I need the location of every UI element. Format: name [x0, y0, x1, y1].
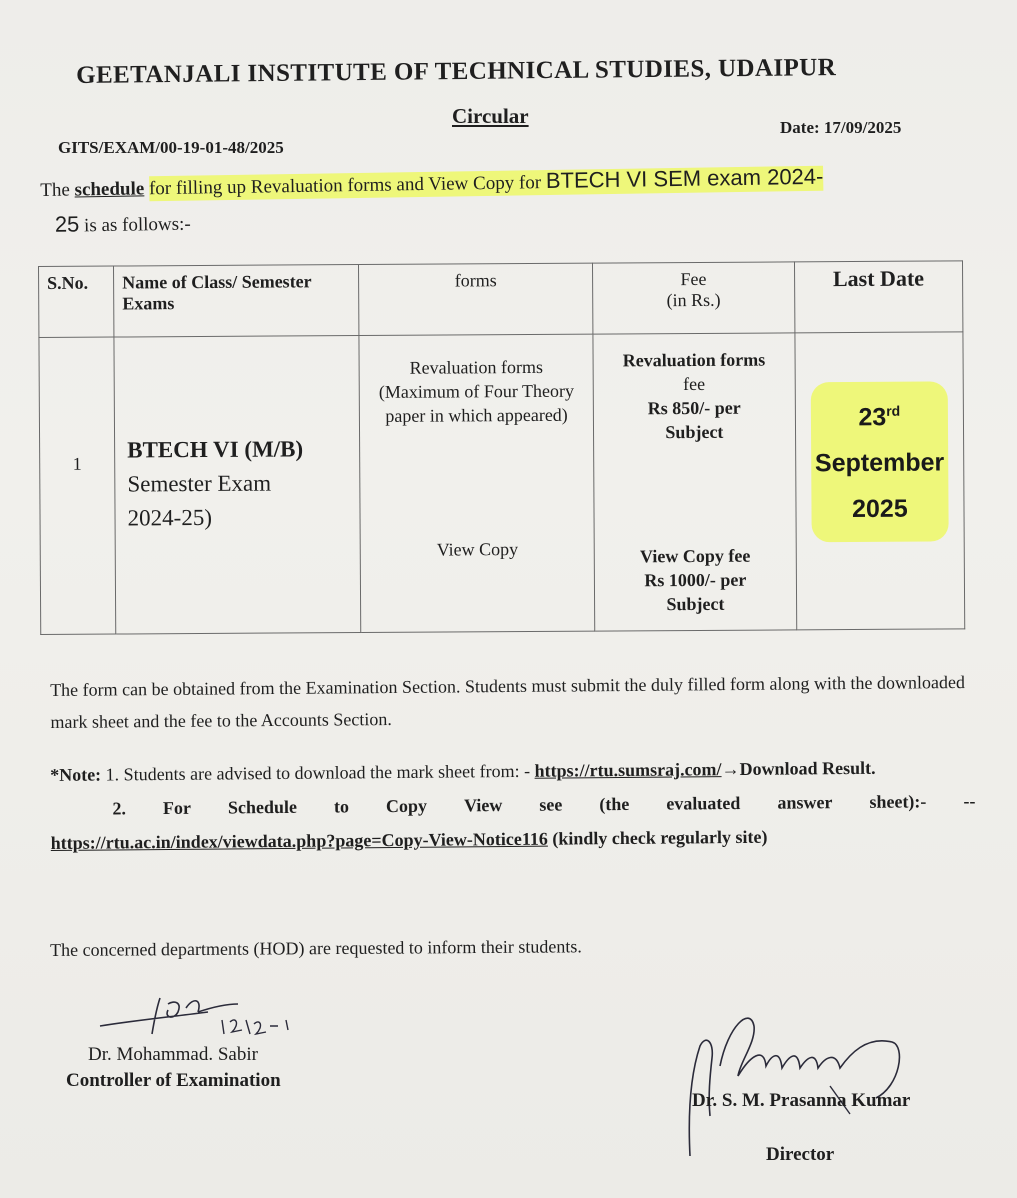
cell-sno: 1 — [39, 337, 116, 634]
last-date-day — [815, 387, 945, 440]
note2-word: For — [162, 797, 192, 819]
note2-word: Schedule — [227, 796, 298, 818]
inform-statement: The concerned departments (HOD) are requested to inform their students. — [50, 936, 582, 960]
fee-gap — [598, 443, 791, 544]
note2-word: evaluated — [666, 792, 741, 814]
note1-after: →Download Result. — [721, 757, 876, 780]
fee2-line2: Rs 1000/- per — [644, 569, 747, 591]
fee2-line1: View Copy fee — [639, 545, 751, 567]
note2-word: to — [333, 796, 350, 817]
cell-class-name — [114, 336, 361, 634]
intro-statement — [40, 160, 824, 244]
last-day-number: 23 — [858, 403, 887, 432]
instructions-paragraph: The form can be obtained from the Examination Section. Students must submit the duly filled form along with the downloaded mark sheet and the fee to the Accounts Section. — [50, 672, 966, 732]
note1-text: 1. Students are advised to download the mark sheet from: - — [105, 760, 531, 785]
table-row — [39, 332, 965, 635]
note2-word: -- — [963, 790, 976, 812]
intro-schedule-word: schedule — [74, 178, 145, 201]
table-header-row — [39, 261, 963, 338]
note2-word: sheet):- — [869, 791, 927, 812]
coe-name: Dr. Mohammad. Sabir — [88, 1044, 258, 1065]
last-date-month: September — [814, 448, 945, 478]
intro-year: 25 — [54, 211, 80, 237]
note2-word: answer — [777, 792, 833, 813]
last-day-suffix: rd — [886, 402, 901, 419]
header-fee-line2: (in Rs.) — [666, 289, 721, 311]
fee1-line1: Revaluation forms — [622, 349, 766, 371]
intro-highlight — [148, 163, 824, 202]
fee1-line2: fee — [683, 373, 706, 395]
document-type: Circular — [452, 104, 529, 128]
intro-rest: is as follows:- — [83, 213, 191, 237]
class-line1: BTECH VI (M/B) — [127, 436, 304, 463]
cell-forms — [359, 334, 594, 632]
reference-number: GITS/EXAM/00-19-01-48/2025 — [58, 138, 284, 157]
last-date-year: 2025 — [851, 495, 908, 524]
intro-line2 — [41, 196, 825, 244]
institute-title: GEETANJALI INSTITUTE OF TECHNICAL STUDIES, UDAIPUR — [76, 54, 837, 89]
intro-middle: for filling up Revaluation forms and View Copy for — [148, 172, 542, 200]
form1-title: Revaluation forms — [409, 356, 544, 378]
note2-word: 2. — [112, 798, 127, 819]
class-line3: 2024-25) — [127, 504, 213, 531]
schedule-table — [38, 260, 965, 635]
intro-exam: BTECH VI SEM exam 2024- — [545, 163, 824, 194]
fee2-line3: Subject — [666, 593, 725, 615]
header-fee-line1: Fee — [680, 268, 707, 290]
note2-word: see — [539, 794, 563, 815]
form2-title: View Copy — [436, 539, 519, 560]
note-label: *Note: — [50, 764, 102, 785]
sumsraj-link[interactable]: https://rtu.sumsraj.com/ — [534, 759, 722, 781]
form1-detail: (Maximum of Four Theory paper in which appeared) — [378, 380, 575, 426]
header-fee — [592, 262, 794, 334]
header-forms-label: forms — [454, 270, 497, 291]
cell-last-date — [795, 332, 965, 630]
header-class-name: Name of Class/ Semester Exams — [114, 265, 360, 337]
cell-fee — [593, 333, 797, 631]
note2-word: (the — [599, 793, 630, 815]
fee1-line3: Rs 850/- per — [647, 397, 741, 419]
director-title: Director — [766, 1144, 835, 1165]
note-block — [50, 750, 976, 860]
fee1-line4: Subject — [665, 421, 724, 443]
note-line3 — [51, 818, 976, 860]
intro-prefix: The — [40, 179, 70, 201]
header-sno: S.No. — [39, 266, 115, 337]
coe-signature-mark — [98, 990, 328, 1040]
note2-word: Copy — [385, 795, 428, 817]
director-name: Dr. S. M. Prasanna Kumar — [692, 1090, 911, 1111]
header-last-date: Last Date — [794, 261, 963, 333]
header-forms — [359, 263, 593, 335]
note2-word: View — [463, 795, 503, 816]
note2-after: (kindly check regularly site) — [552, 826, 768, 849]
coe-title: Controller of Examination — [66, 1070, 281, 1091]
last-date-highlight — [811, 381, 949, 542]
rtu-notice-link[interactable]: https://rtu.ac.in/index/viewdata.php?page=Copy-View-Notice116 — [50, 828, 548, 853]
circular-date: Date: 17/09/2025 — [780, 118, 902, 137]
forms-gap — [364, 427, 589, 538]
class-line2: Semester Exam — [127, 470, 272, 497]
director-signature-mark — [680, 1006, 920, 1156]
